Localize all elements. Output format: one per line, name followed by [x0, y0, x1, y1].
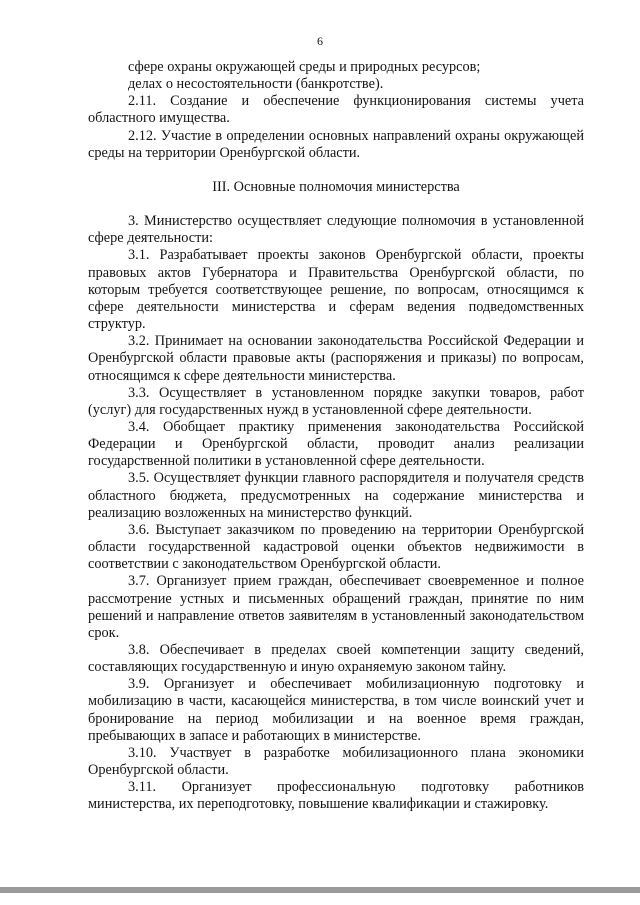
- bottom-scan-edge: [0, 887, 640, 893]
- document-body: [88, 59, 584, 814]
- paragraph-3-10: 3.10. Участвует в разработке мобилизационного плана экономики Оренбургской области.: [88, 744, 584, 779]
- section-heading: III. Основные полномочия министерства: [212, 178, 460, 195]
- paragraph-3-8: 3.8. Обеспечивает в пределах своей компетенции защиту сведений, составляющих государственную и иную охраняемую законом тайну.: [88, 642, 584, 676]
- paragraph-3-9: 3.9. Организует и обеспечивает мобилизационную подготовку и мобилизацию в части, касающейся министерства, в том числе воинский учет и бронирование на период мобилизации и на военное время граждан, пребывающих в запасе и работающих в министерстве.: [88, 676, 584, 744]
- page-number: 6: [317, 34, 323, 48]
- paragraph-3-5: 3.5. Осуществляет функции главного распорядителя и получателя средств областного бюджета, предусмотренных на содержание министерства и реализацию возложенных на министерство функций.: [88, 470, 584, 521]
- paragraph-3-7: 3.7. Организует прием граждан, обеспечивает своевременное и полное рассмотрение устных и письменных обращений граждан, принятие по ним решений и направление ответов заявителям в установленный законодательством срок.: [88, 573, 584, 641]
- paragraph-3-2: 3.2. Принимает на основании законодательства Российской Федерации и Оренбургской области правовые акты (распоряжения и приказы) по вопросам, относящимся к сфере деятельности министерства.: [88, 333, 584, 384]
- paragraph-3-6: 3.6. Выступает заказчиком по проведению на территории Оренбургской области государственной кадастровой оценки объектов недвижимости в соответствии с законодательством Оренбургской области.: [88, 521, 584, 573]
- paragraph-2-12: 2.12. Участие в определении основных направлений охраны окружающей среды на территории Оренбургской области.: [88, 127, 584, 161]
- paragraph-3-4: 3.4. Обобщает практику применения законодательства Российской Федерации и Оренбургской области, проводит анализ реализации государственной политики в установленной сфере деятельности.: [88, 418, 584, 470]
- paragraph-2-11: 2.11. Создание и обеспечение функционирования системы учета областного имущества.: [88, 93, 584, 127]
- paragraph-list-continuation-environment: сфере охраны окружающей среды и природных ресурсов;: [128, 59, 481, 75]
- paragraph-3-3: 3.3. Осуществляет в установленном порядке закупки товаров, работ (услуг) для государственных нужд в установленной сфере деятельности.: [88, 384, 584, 418]
- paragraph-3-11: 3.11. Организует профессиональную подготовку работников министерства, их переподготовку, повышение квалификации и стажировку.: [88, 779, 584, 813]
- paragraph-list-continuation-bankruptcy: делах о несостоятельности (банкротстве).: [128, 76, 384, 93]
- paragraph-3: 3. Министерство осуществляет следующие полномочия в установленной сфере деятельности:: [88, 213, 584, 247]
- paragraph-3-1: 3.1. Разрабатывает проекты законов Оренбургской области, проекты правовых актов Губернатора и Правительства Оренбургской области, по которым требуется соответствующее решение, по вопросам, относящимся к сфере деятельности министерства и сферам ведения подведомственных структур.: [88, 247, 584, 333]
